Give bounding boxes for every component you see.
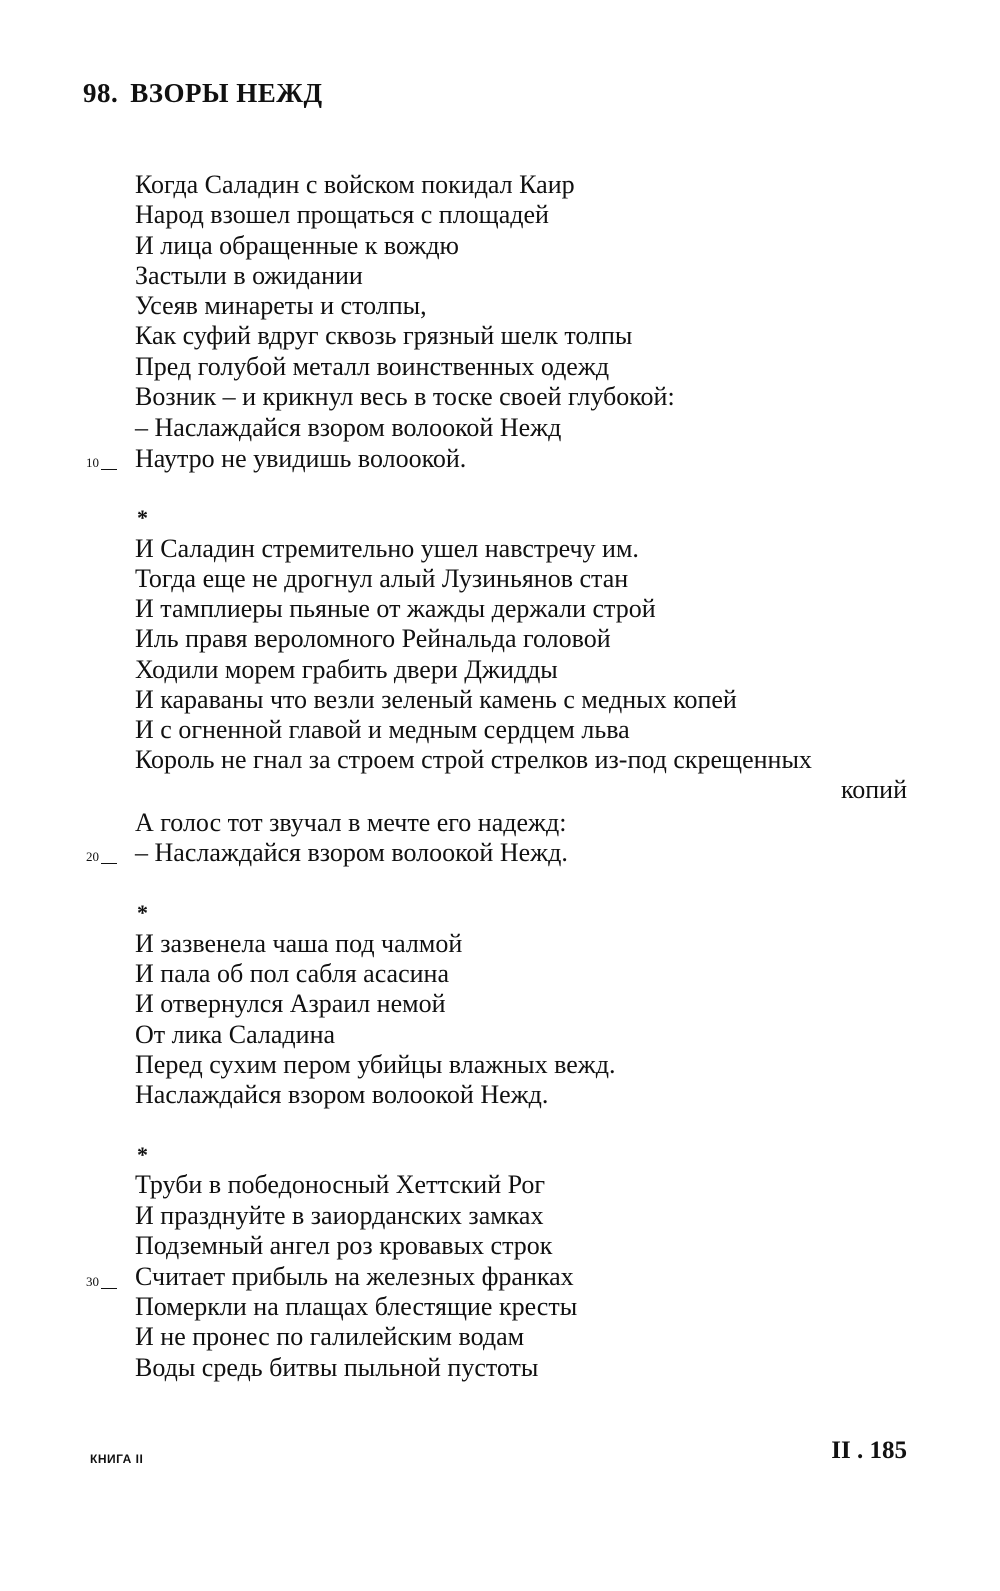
line-number-marker: [86, 455, 117, 471]
verse-line: И лица обращенные к вождю: [135, 231, 459, 260]
verse-line: И с огненной главой и медным сердцем льва: [135, 715, 630, 744]
verse-line: От лика Саладина: [135, 1020, 336, 1049]
stanza-separator: *: [137, 1142, 148, 1167]
poem-heading: [83, 78, 323, 109]
verse-line: Иль правя вероломного Рейнальда головой: [135, 624, 611, 653]
verse-line: Застыли в ожидании: [135, 261, 363, 290]
verse-line: Как суфий вдруг сквозь грязный шелк толпы: [135, 321, 633, 350]
verse-line: – Наслаждайся взором волоокой Нежд.: [135, 838, 568, 867]
verse-line: Труби в победоносный Хеттский Рог: [135, 1170, 546, 1199]
verse-line: Наслаждайся взором волоокой Нежд.: [135, 1080, 549, 1109]
verse-line: Когда Саладин с войском покидал Каир: [135, 170, 575, 199]
verse-line: Наутро не увидишь волоокой.: [135, 444, 467, 473]
verse-line: Возник – и крикнул весь в тоске своей глубокой:: [135, 382, 675, 411]
verse-line: Подземный ангел роз кровавых строк: [135, 1231, 553, 1260]
line-number: 20: [86, 849, 99, 864]
verse-line: Померкли на плащах блестящие кресты: [135, 1292, 578, 1321]
verse-line-continuation: копий: [840, 775, 907, 804]
verse-line: Король не гнал за строем строй стрелков из-под скрещенных: [135, 745, 812, 774]
verse-line: Перед сухим пером убийцы влажных вежд.: [135, 1050, 616, 1079]
verse-line: И тамплиеры пьяные от жажды держали строй: [135, 594, 656, 623]
stanza-separator: *: [137, 505, 148, 530]
poem-number: 98.: [83, 78, 119, 108]
verse-line: И празднуйте в заиорданских замках: [135, 1201, 544, 1230]
verse-line: Считает прибыль на железных франках: [135, 1262, 574, 1291]
verse-line: И отвернулся Азраил немой: [135, 989, 446, 1018]
verse-line: И Саладин стремительно ушел навстречу им.: [135, 534, 639, 563]
line-number-marker: [86, 1274, 117, 1290]
verse-line: Тогда еще не дрогнул алый Лузиньянов стан: [135, 564, 629, 593]
line-number: 10: [86, 455, 99, 470]
poem-title: ВЗОРЫ НЕЖД: [130, 78, 323, 108]
verse-line: Народ взошел прощаться с площадей: [135, 200, 549, 229]
verse-line: Воды средь битвы пыльной пустоты: [135, 1353, 539, 1382]
line-number: 30: [86, 1274, 99, 1289]
verse-line: И не пронес по галилейским водам: [135, 1322, 525, 1351]
verse-line: И зазвенела чаша под чалмой: [135, 929, 463, 958]
book-label: КНИГА II: [90, 1452, 144, 1466]
verse-line: Усеяв минареты и столпы,: [135, 291, 427, 320]
line-number-marker: [86, 849, 117, 865]
verse-line: И караваны что везли зеленый камень с медных копей: [135, 685, 737, 714]
verse-line: И пала об пол сабля асасина: [135, 959, 450, 988]
page-number: II . 185: [831, 1437, 907, 1464]
verse-line: – Наслаждайся взором волоокой Нежд: [135, 413, 562, 442]
verse-line: Пред голубой металл воинственных одежд: [135, 352, 610, 381]
verse-line: Ходили морем грабить двери Джидды: [135, 655, 558, 684]
verse-line: А голос тот звучал в мечте его надежд:: [135, 808, 567, 837]
stanza-separator: *: [137, 900, 148, 925]
